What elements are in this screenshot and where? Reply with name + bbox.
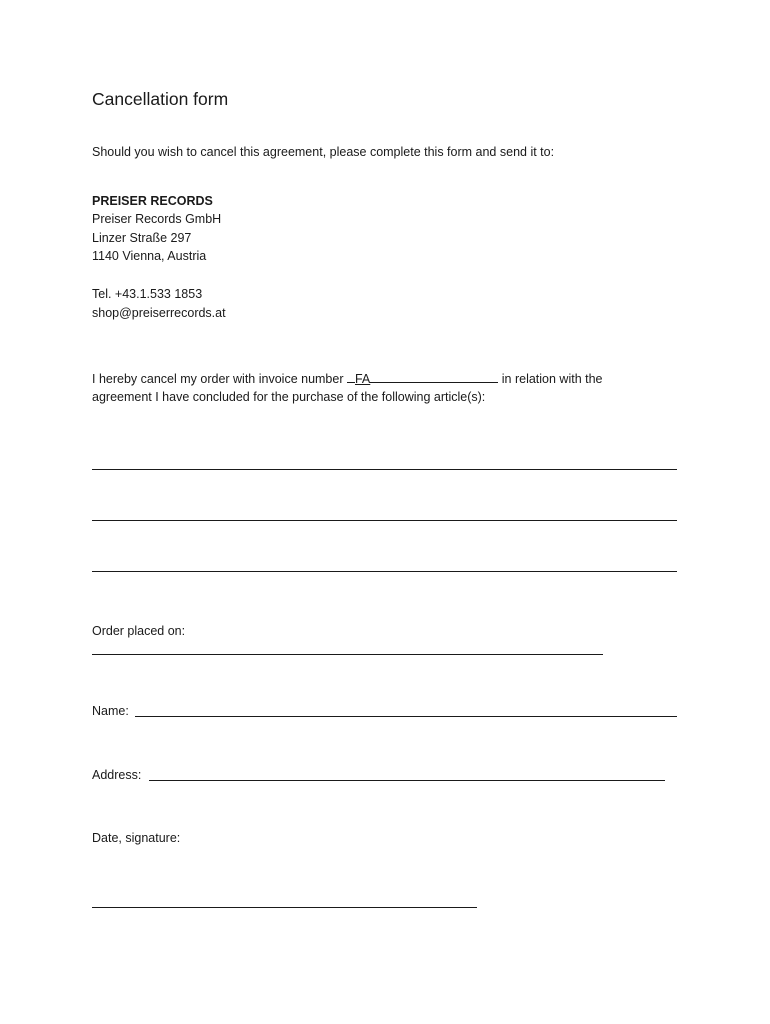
company-legal-name: Preiser Records GmbH [92, 212, 222, 226]
statement-line2: agreement I have concluded for the purchase of the following article(s): [92, 390, 486, 404]
name-label: Name: [92, 704, 129, 718]
company-street: Linzer Straße 297 [92, 231, 192, 245]
company-phone: Tel. +43.1.533 1853 [92, 287, 203, 301]
address-label: Address: [92, 768, 142, 782]
date-signature-line[interactable] [92, 907, 477, 908]
address-line[interactable] [149, 780, 665, 781]
invoice-blank-lead [347, 370, 355, 383]
company-email[interactable]: shop@preiserrecords.at [92, 306, 226, 320]
article-line-3[interactable] [92, 571, 677, 572]
statement-part2: in relation with the [498, 372, 603, 386]
intro-text: Should you wish to cancel this agreement, please complete this form and send it to: [92, 145, 555, 159]
article-line-1[interactable] [92, 469, 677, 470]
invoice-number-field[interactable] [370, 370, 498, 383]
order-placed-line[interactable] [92, 654, 603, 655]
cancellation-statement [92, 370, 603, 388]
article-line-2[interactable] [92, 520, 677, 521]
page-title: Cancellation form [92, 89, 229, 109]
company-name: PREISER RECORDS [92, 194, 213, 208]
date-signature-label: Date, signature: [92, 831, 181, 845]
company-city: 1140 Vienna, Austria [92, 249, 207, 263]
order-placed-label: Order placed on: [92, 624, 186, 638]
invoice-prefix: FA [354, 372, 371, 386]
name-line[interactable] [135, 716, 677, 717]
statement-part1: I hereby cancel my order with invoice number [92, 372, 347, 386]
